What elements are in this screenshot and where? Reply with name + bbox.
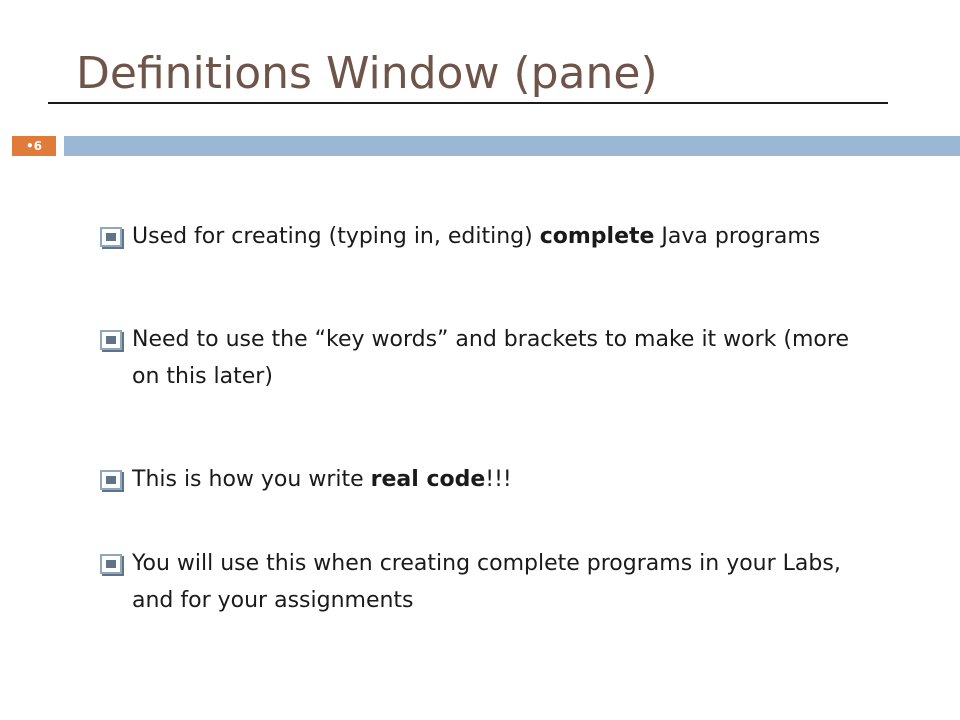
bullet-text-bold: complete bbox=[539, 224, 655, 249]
bullet-item-1 bbox=[100, 218, 880, 255]
bullet-item-3 bbox=[100, 461, 880, 498]
bullet-text-pre: You will use this when creating complete programs in your Labs, and for your assignments bbox=[132, 551, 841, 613]
bullet-text-post: Java programs bbox=[654, 224, 821, 249]
square-bullet-icon bbox=[100, 470, 122, 490]
bullet-item-2 bbox=[100, 321, 880, 395]
title-underline bbox=[48, 102, 888, 104]
square-bullet-icon bbox=[100, 227, 122, 247]
slide-title: Definitions Window (pane) bbox=[76, 48, 658, 99]
square-bullet-icon bbox=[100, 554, 122, 574]
bullet-text-pre: Used for creating (typing in, editing) bbox=[132, 224, 540, 249]
bullet-item-4 bbox=[100, 545, 880, 619]
bullet-text bbox=[132, 467, 512, 492]
bullet-text bbox=[132, 224, 820, 249]
square-bullet-icon bbox=[100, 330, 122, 350]
bullet-text-bold: real code bbox=[370, 467, 486, 492]
bullet-text-pre: This is how you write bbox=[132, 467, 371, 492]
bullet-text-pre: Need to use the “key words” and brackets to make it work (more on this later) bbox=[132, 327, 849, 389]
bullet-text-post: !!! bbox=[485, 467, 512, 492]
bullet-text bbox=[132, 327, 849, 389]
bullet-list bbox=[100, 218, 880, 619]
bullet-text bbox=[132, 551, 841, 613]
header-band bbox=[64, 136, 960, 156]
page-number-badge: •6 bbox=[12, 136, 56, 156]
